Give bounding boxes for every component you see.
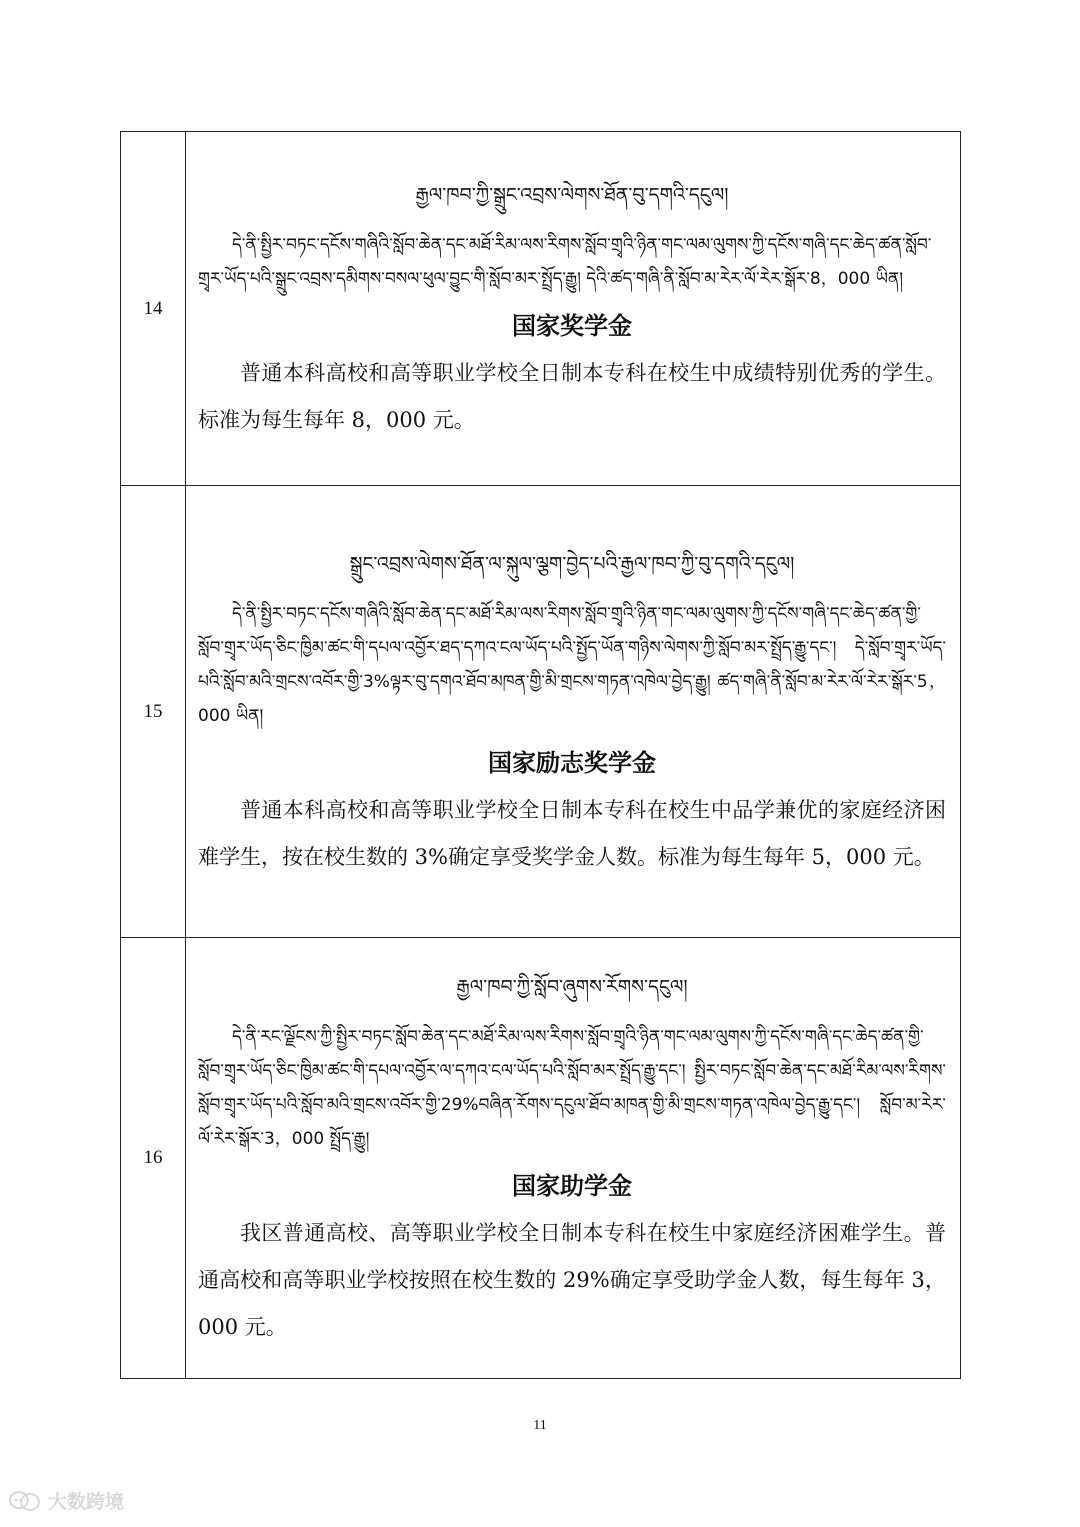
row-number: 16 — [121, 938, 186, 1379]
chinese-title: 国家励志奖学金 — [488, 747, 656, 777]
table-row — [121, 486, 961, 938]
chinese-title: 国家奖学金 — [512, 310, 632, 340]
table-row — [121, 938, 961, 1379]
row-content — [186, 132, 961, 486]
tibetan-title: རྒྱལ་ཁབ་ཀྱི་སྒྲུང་འབྲས་ལེགས་ཐོན་བུ་དགའི་དངུལ། — [415, 183, 729, 206]
tibetan-body: དེ་ནི་སྤྱིར་བཏང་དངོས་གཞིའི་སློབ་ཆེན་དང་མཐོ་རིམ་ལས་རིགས་སློབ་གྲྭའི་ཉིན་གང་ལམ་ལུགས་ཀྱི་དངོས་གཞི་དང་ཆེད་ཚན་སློབ་གྲྭར་ཡོད་པའི་སྒྲུང་འབྲས་དམིགས་བསལ་ཕུལ་བྱུང་གི་སློབ་མར་སྤྲོད་རྒྱུ། དེའི་ཚད་གཞི་ནི་སློབ་མ་རེར་ལོ་རེར་སྒོར་8，000 ཡིན། — [198, 234, 932, 289]
row-number: 15 — [121, 486, 186, 938]
row-number: 14 — [121, 132, 186, 486]
policy-table — [120, 131, 961, 1379]
chinese-body: 我区普通高校、高等职业学校全日制本专科在校生中家庭经济困难学生。普通高校和高等职业学校按照在校生数的 29%确定享受助学金人数，每生每年 3，000 元。 — [198, 1220, 946, 1339]
row-content — [186, 486, 961, 938]
tibetan-body: དེ་ནི་སྤྱིར་བཏང་དངོས་གཞིའི་སློབ་ཆེན་དང་མཐོ་རིམ་ལས་རིགས་སློབ་གྲྭའི་ཉིན་གང་ལམ་ལུགས་ཀྱི་དངོས་གཞི་དང་ཆེད་ཚན་གྱི་སློབ་གྲྭར་ཡོད་ཅིང་ཁྱིམ་ཚང་གི་དཔལ་འབྱོར་ཐད་དཀའ་ངལ་ཡོད་པའི་སྤྱོད་ཡོན་གཉིས་ལེགས་ཀྱི་སློབ་མར་སྤྲོད་རྒྱུ་དང་། དེ་སློབ་གྲྭར་ཡོད་པའི་སློབ་མའི་གྲངས་འབོར་གྱི་3%ལྟར་བུ་དགའ་ཐོབ་མཁན་གྱི་མི་གྲངས་གཏན་འཁེལ་བྱེད་རྒྱུ། ཚད་གཞི་ནི་སློབ་མ་རེར་ལོ་རེར་སྒོར་5，000 ཡིན། — [198, 603, 946, 726]
watermark-text: 大数跨境 — [48, 1491, 125, 1513]
watermark — [8, 1487, 124, 1514]
chinese-title: 国家助学金 — [512, 1170, 632, 1200]
tibetan-body: དེ་ནི་རང་ལྗོངས་ཀྱི་སྤྱིར་བཏང་སློབ་ཆེན་དང་མཐོ་རིམ་ལས་རིགས་སློབ་གྲྭའི་ཉིན་གང་ལམ་ལུགས་ཀྱི་དངོས་གཞི་དང་ཆེད་ཚན་གྱི་སློབ་གྲྭར་ཡོད་ཅིང་ཁྱིམ་ཚང་གི་དཔལ་འབྱོར་ལ་དཀའ་ངལ་ཡོད་པའི་སློབ་མར་སྤྲོད་རྒྱུ་དང་། སྤྱིར་བཏང་སློབ་ཆེན་དང་མཐོ་རིམ་ལས་རིགས་སློབ་གྲྭར་ཡོད་པའི་སློབ་མའི་གྲངས་འབོར་གྱི་29%བཞིན་རོགས་དངུལ་ཐོབ་མཁན་གྱི་མི་གྲངས་གཏན་འཁེལ་བྱེད་རྒྱུ་དང་། སློབ་མ་རེར་ལོ་རེར་སྒོར་3，000 སྤྲོད་རྒྱུ། — [198, 1026, 946, 1149]
tibetan-title: རྒྱལ་ཁབ་ཀྱི་སློབ་ཞུགས་རོགས་དངུལ། — [456, 975, 688, 998]
table-row — [121, 132, 961, 486]
chinese-body: 普通本科高校和高等职业学校全日制本专科在校生中品学兼优的家庭经济困难学生，按在校生数的 3%确定享受奖学金人数。标准为每生每年 5，000 元。 — [198, 797, 946, 869]
tibetan-title: སྒྲུང་འབྲས་ལེགས་ཐོན་ལ་སྐུལ་ལྕག་བྱེད་པའི་རྒྱལ་ཁབ་ཀྱི་བུ་དགའི་དངུལ། — [349, 552, 795, 575]
chat-bubbles-icon — [8, 1489, 42, 1513]
row-content — [186, 938, 961, 1379]
chinese-body: 普通本科高校和高等职业学校全日制本专科在校生中成绩特别优秀的学生。标准为每生每年 8，000 元。 — [198, 360, 946, 432]
page-number: 11 — [533, 1418, 547, 1433]
